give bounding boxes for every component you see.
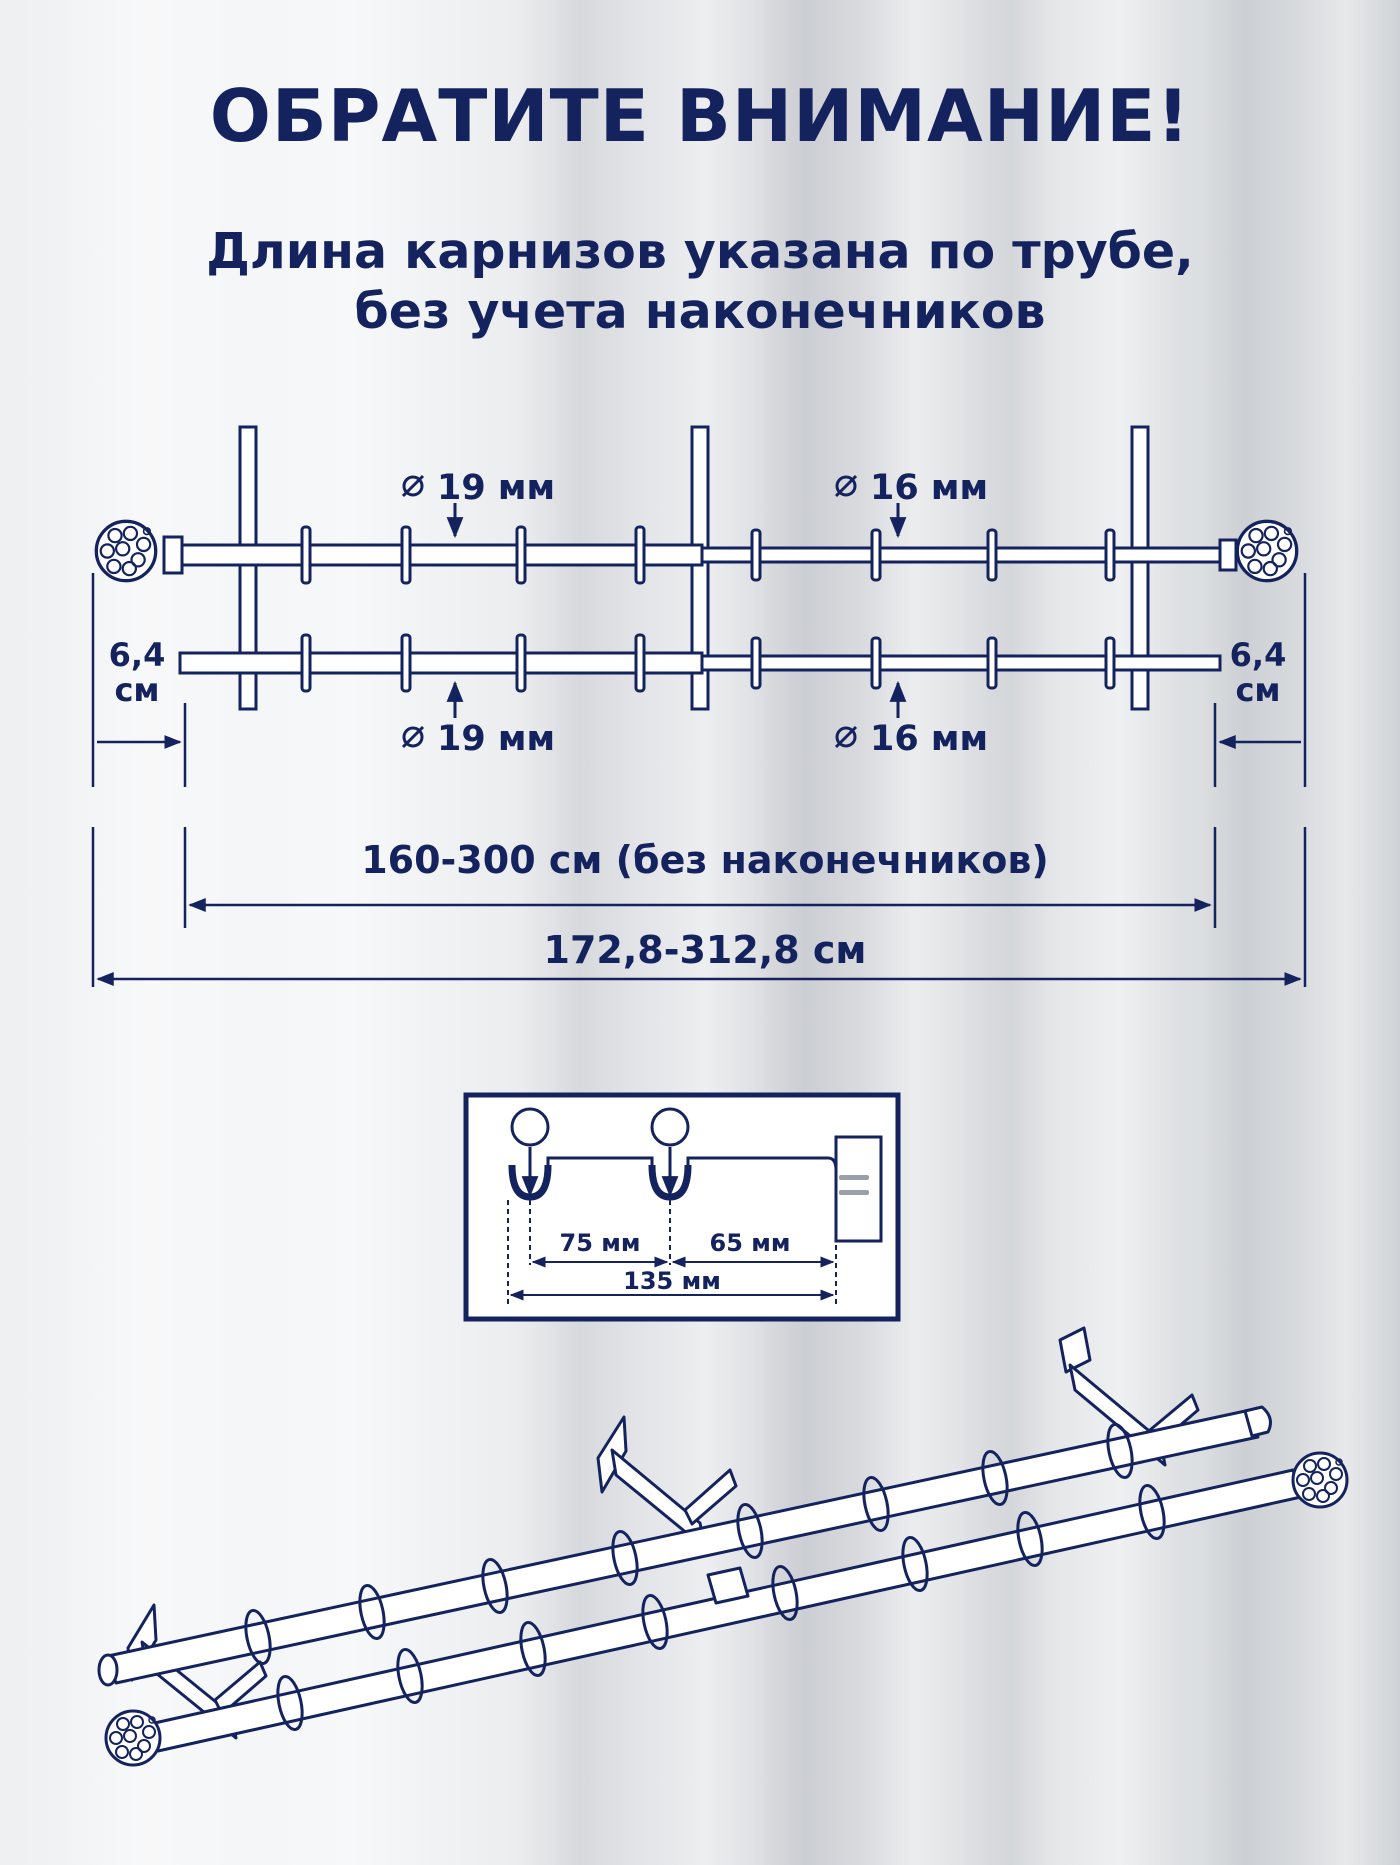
left-finial-value: 6,4 xyxy=(108,636,166,674)
subtitle-line-2: без учета наконечников xyxy=(354,283,1046,340)
left-finial-unit: см xyxy=(114,671,160,709)
gap-between-rods-label: 75 мм xyxy=(559,1229,641,1257)
upper-rod-thick xyxy=(180,545,702,565)
upper-rod-thin xyxy=(702,548,1220,562)
right-finial-unit: см xyxy=(1235,671,1281,709)
top-left-diameter-label: 19 мм xyxy=(437,468,556,508)
rod-diagram xyxy=(164,427,1236,709)
lower-rod-thick xyxy=(180,653,702,673)
lower-rod-thin xyxy=(702,656,1220,670)
upper-rod-cap-left xyxy=(164,537,182,573)
subtitle-line-1: Длина карнизов указана по трубе, xyxy=(206,223,1194,280)
front-finial-left-icon xyxy=(106,1711,160,1765)
upper-rod-cap-right xyxy=(1220,540,1236,570)
wall-plate xyxy=(836,1137,881,1241)
total-depth-label: 135 мм xyxy=(623,1267,721,1295)
page-title: ОБРАТИТЕ ВНИМАНИЕ! xyxy=(209,74,1191,158)
total-length-label: 172,8-312,8 см xyxy=(543,928,867,972)
back-rod xyxy=(108,1410,1258,1683)
gap-to-wall-label: 65 мм xyxy=(709,1229,791,1257)
top-right-diameter-label: 16 мм xyxy=(870,468,989,508)
bracket-detail-inset xyxy=(466,1095,898,1319)
bottom-right-diameter-label: 16 мм xyxy=(870,719,989,759)
rod-section-front-icon xyxy=(512,1109,548,1145)
rod-section-back-icon xyxy=(652,1109,688,1145)
rod-length-label: 160-300 см (без наконечников) xyxy=(361,838,1049,882)
diameter-icon xyxy=(403,476,856,747)
back-rod-cap-left xyxy=(99,1655,117,1685)
front-finial-right-icon xyxy=(1293,1453,1347,1507)
bottom-left-diameter-label: 19 мм xyxy=(437,719,556,759)
rod-joint-connector xyxy=(708,1568,748,1603)
finial-left-icon xyxy=(96,521,155,580)
rod-perspective-illustration xyxy=(99,1328,1301,1751)
right-finial-value: 6,4 xyxy=(1229,636,1287,674)
finial-right-icon xyxy=(1237,521,1296,580)
